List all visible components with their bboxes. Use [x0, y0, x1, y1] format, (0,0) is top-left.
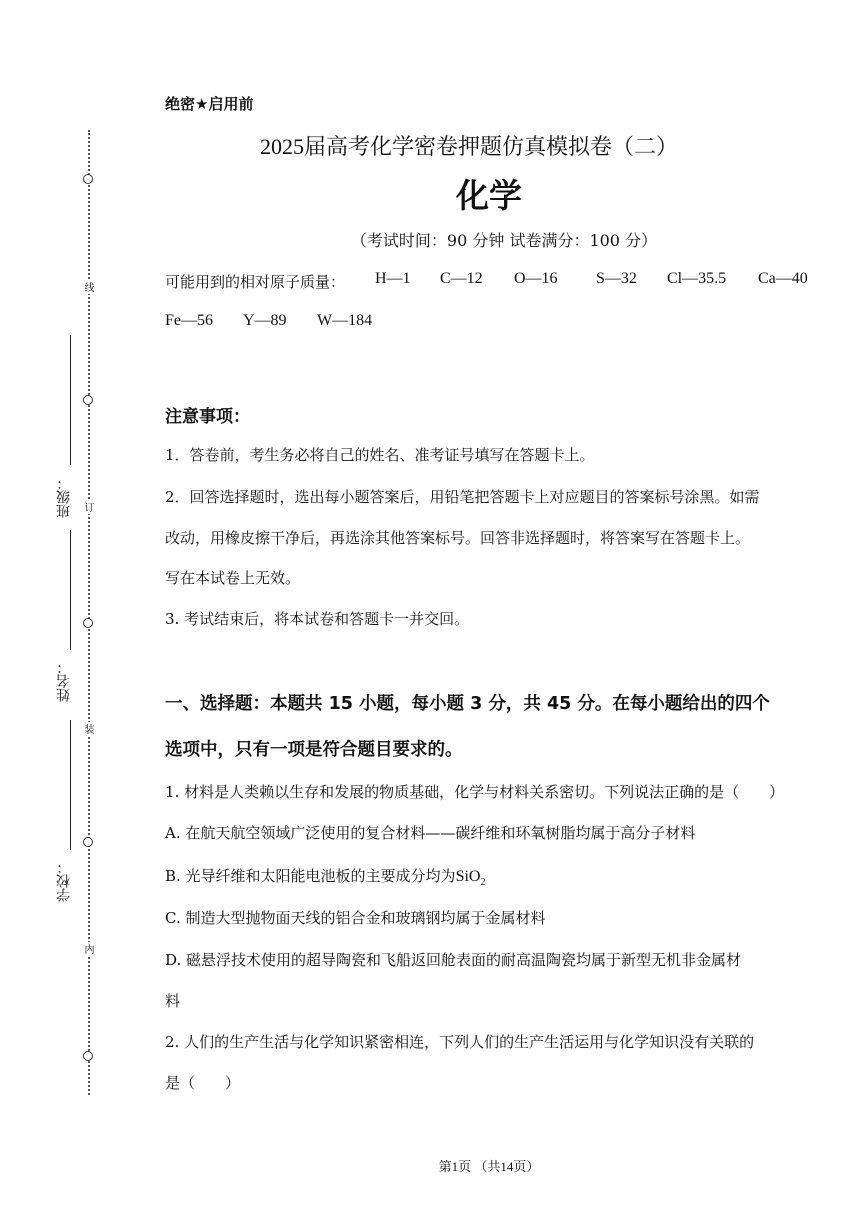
atomic-mass-c: C—12 [440, 270, 483, 287]
q1-option-a: A. 在航天航空领域广泛使用的复合材料——碳纤维和环氧树脂均属于高分子材料 [165, 824, 696, 842]
binding-circle [83, 618, 93, 628]
note-item: 写在本试卷上无效。 [165, 569, 301, 587]
margin-mark-nei: 内 [82, 944, 93, 954]
margin-mark-zhuang: 装 [82, 724, 93, 734]
atomic-mass-y: Y—89 [243, 312, 287, 329]
atomic-mass-label: 可能用到的相对原子质量： [165, 273, 346, 291]
q1-option-b [165, 865, 485, 888]
question-2-stem-cont: 是（ ） [165, 1074, 241, 1092]
sio2-formula: SiO [455, 868, 481, 885]
class-label: 班级： [56, 476, 72, 518]
atomic-mass-cl: Cl—35.5 [667, 270, 727, 287]
school-write-line [70, 720, 71, 850]
q1-option-d-cont: 料 [165, 992, 181, 1010]
note-item: 3. 考试结束后，将本试卷和答题卡一并交回。 [165, 610, 470, 628]
atomic-mass-ca: Ca—40 [758, 270, 808, 287]
atomic-mass-w: W—184 [317, 312, 373, 329]
q1-option-c: C. 制造大型抛物面天线的铝合金和玻璃钢均属于金属材料 [165, 909, 546, 927]
note-item: 1．答卷前，考生务必将自己的姓名、准考证号填写在答题卡上。 [165, 446, 595, 464]
section-heading-cont: 选项中，只有一项是符合题目要求的。 [165, 740, 463, 760]
atomic-mass-h: H—1 [375, 270, 411, 287]
q1-option-d: D. 磁悬浮技术使用的超导陶瓷和飞船返回舱表面的耐高温陶瓷均属于新型无机非金属材 [165, 951, 742, 969]
section-heading: 一、选择题：本题共 15 小题，每小题 3 分，共 45 分。在每小题给出的四个 [165, 694, 770, 714]
margin-mark-xian: 线 [82, 282, 93, 292]
q1-option-b-text: B. 光导纤维和太阳能电池板的主要成分均为 [165, 867, 456, 885]
class-write-line [70, 335, 71, 465]
margin-mark-ding: 订 [82, 502, 93, 512]
binding-circle [83, 837, 93, 847]
subject-title: 化学 [456, 176, 522, 215]
atomic-mass-fe: Fe—56 [165, 312, 213, 329]
question-1-stem: 1. 材料是人类赖以生存和发展的物质基础，化学与材料关系密切。下列说法正确的是（ ） [165, 783, 785, 801]
sio2-subscript: 2 [480, 877, 486, 888]
exam-title: 2025届高考化学密卷押题仿真模拟卷（二） [259, 134, 678, 159]
binding-circle [83, 395, 93, 405]
atomic-mass-s: S—32 [596, 270, 637, 287]
question-2-stem: 2. 人们的生产生活与化学知识紧密相连，下列人们的生产生活运用与化学知识没有关联的 [165, 1033, 755, 1051]
name-label: 姓名： [56, 660, 72, 702]
note-item: 改动，用橡皮擦干净后，再选涂其他答案标号。回答非选择题时，将答案写在答题卡上。 [165, 529, 751, 547]
binding-circle [83, 1051, 93, 1061]
page-footer: 第1页 （共14页） [438, 1159, 540, 1174]
school-label: 学校： [56, 860, 72, 902]
secret-label: 绝密★启用前 [165, 95, 254, 113]
note-item: 2．回答选择题时，选出每小题答案后，用铅笔把答题卡上对应题目的答案标号涂黑。如需 [165, 488, 760, 506]
exam-info: （考试时间：90 分钟 试卷满分：100 分） [350, 231, 658, 250]
atomic-mass-o: O—16 [514, 270, 558, 287]
notes-heading: 注意事项： [165, 407, 250, 427]
name-write-line [70, 530, 71, 650]
